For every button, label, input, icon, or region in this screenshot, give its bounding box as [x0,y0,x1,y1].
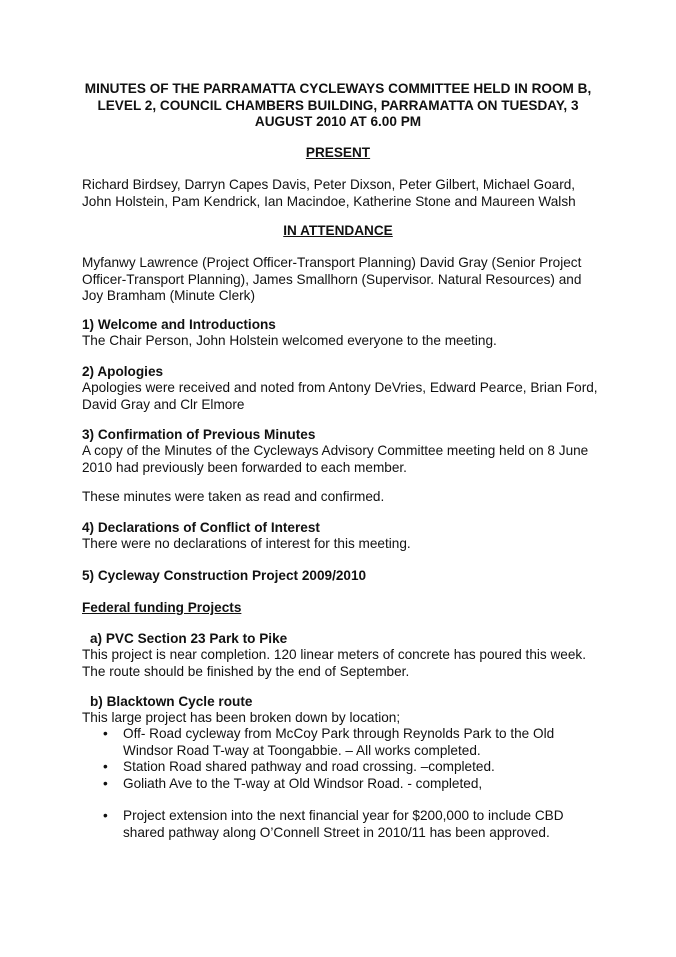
confirmation-heading: 3) Confirmation of Previous Minutes [82,427,316,442]
pvc-heading: a) PVC Section 23 Park to Pike [90,631,288,646]
welcome-heading: 1) Welcome and Introductions [82,317,276,332]
declarations-text: There were no declarations of interest for this meeting. [82,536,411,551]
attendance-list: Myfanwy Lawrence (Project Officer-Transport Planning) David Gray (Senior Project Officer-Transport Planning), James Smallhorn (Supervisor. Natural Resources) and Joy Bramham (Minute Clerk) [82,255,582,303]
present-heading: PRESENT [305,145,371,160]
list-item: • Goliath Ave to the T-way at Old Windsor Road. - completed, [82,776,602,793]
pvc-text: This project is near completion. 120 linear meters of concrete has poured this week. The route should be finished by the end of September. [82,647,586,679]
attendance-heading: IN ATTENDANCE [283,223,393,238]
confirmation-text-2: These minutes were taken as read and confirmed. [82,489,385,504]
welcome-text: The Chair Person, John Holstein welcomed everyone to the meeting. [82,333,497,348]
construction-heading: 5) Cycleway Construction Project 2009/2010 [82,568,367,583]
blacktown-bullet-list [82,726,602,792]
blacktown-heading: b) Blacktown Cycle route [90,694,253,709]
blacktown-bullet-list-2 [82,808,602,841]
apologies-text: Apologies were received and noted from Antony DeVries, Edward Pearce, Brian Ford, David Gray and Clr Elmore [82,380,598,412]
federal-funding-heading: Federal funding Projects [82,600,242,615]
list-item: • Off- Road cycleway from McCoy Park through Reynolds Park to the Old Windsor Road T-way at Toongabbie. – All works completed. [82,726,602,759]
declarations-heading: 4) Declarations of Conflict of Interest [82,520,320,535]
apologies-heading: 2) Apologies [82,364,164,379]
confirmation-text: A copy of the Minutes of the Cycleways Advisory Committee meeting held on 8 June 2010 had previously been forwarded to each member. [82,443,589,475]
present-list: Richard Birdsey, Darryn Capes Davis, Peter Dixson, Peter Gilbert, Michael Goard, John Holstein, Pam Kendrick, Ian Macindoe, Katherine Stone and Maureen Walsh [82,177,576,209]
blacktown-intro: This large project has been broken down by location; [82,710,401,725]
list-item: • Project extension into the next financial year for $200,000 to include CBD shared pathway along O’Connell Street in 2010/11 has been approved. [82,808,602,841]
list-item: • Station Road shared pathway and road crossing. –completed. [82,759,602,776]
document-title: MINUTES OF THE PARRAMATTA CYCLEWAYS COMMITTEE HELD IN ROOM B, LEVEL 2, COUNCIL CHAMBERS BUILDING, PARRAMATTA ON TUESDAY, 3 AUGUST 2010 AT 6.00 PM [84,81,592,129]
